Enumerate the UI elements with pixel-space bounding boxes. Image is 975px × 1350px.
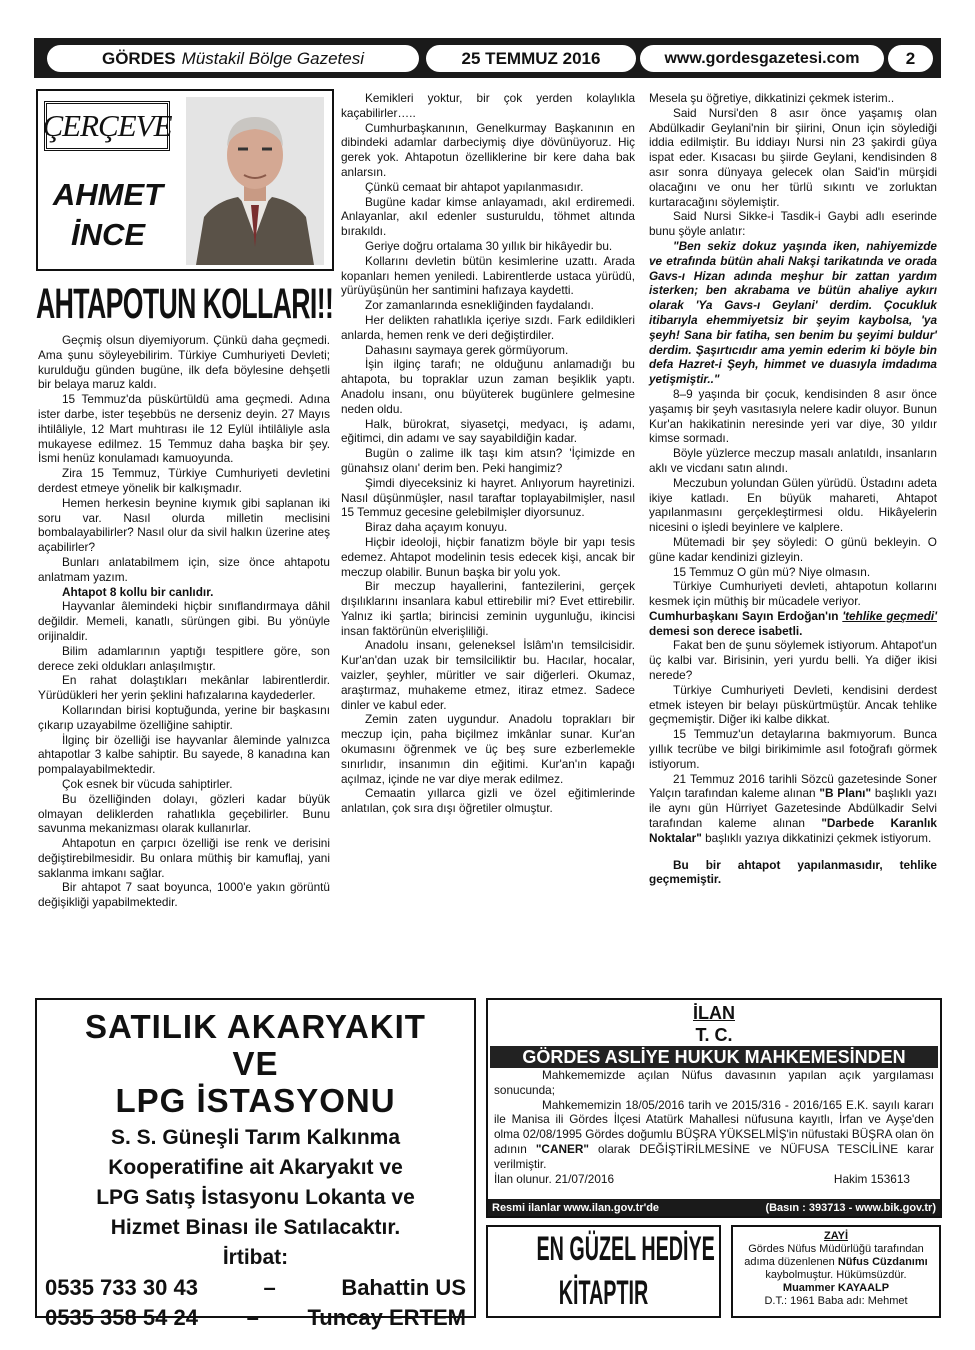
press-code: (Basın : 393713 - www.bik.gov.tr)	[765, 1201, 936, 1214]
notice-title: İLAN	[693, 1003, 735, 1023]
paragraph: Hiçbir ideoloji, hiçbir fanatizm böyle bir yapı tesis edemez. Ahtapot modelinin tesis edecek kişi, ancak bir meczup olabilir. Bunun başka bir yolu yok.	[341, 534, 635, 579]
brand-subtitle: Müstakil Bölge Gazetesi	[181, 48, 365, 68]
notice-signature	[488, 1172, 940, 1186]
sale-advertisement	[35, 998, 476, 1330]
contact-name: Tuncay ERTEM	[307, 1305, 466, 1330]
paragraph: İlginç bir özelliği ise hayvanlar âleminde yalnızca ahtapotlar 3 kalbe sahiptir. Bu sayede, 8 kanadına kan pompalayabilmektedir.	[38, 732, 330, 777]
bold-text: demesi son derece isabetli.	[649, 623, 803, 638]
text: başlıklı yazı ile aynı gün Hürriyet Gazetesinde Abdülkadir Selvi tarafından kaleme alınan	[649, 786, 937, 831]
paragraph: Geriye doğru ortalama 30 yıllık bir hikâyedir bu.	[365, 238, 613, 253]
notice-paragraph: Mahkememizde açılan Nüfus davasının yapılan açık yargılaması sonucunda;	[494, 1068, 934, 1097]
paragraph: Zira 15 Temmuz, Türkiye Cumhuriyeti devletini derdest etmeye yönelik bir kalkışmadır.	[38, 466, 330, 495]
paragraph: Bugüne kadar kimse anlayamadı, akıl erdiremedi. Anlayanlar, akıl edenler susturuldu, töhmet altında bırakıldı.	[341, 194, 635, 239]
notice-title-wrap	[488, 1002, 940, 1024]
ad-title-line2: VE	[232, 1045, 279, 1082]
paragraph: Her delikten rahatlıkla içeriye sızdı. Fark edildikleri anlarda, hemen renk ve deri değiştirdiler.	[341, 312, 635, 342]
notice-paragraph	[494, 1098, 934, 1172]
paragraph: Bilim adamlarının yaptığı tespitlere göre, son derece zeki oldukları anlaşılmıştır.	[38, 643, 330, 673]
paragraph: Halk, bürokrat, siyasetçi, medyacı, iş adamı, eğitimci, din adamı ve say sayabildiğin kadar.	[341, 416, 635, 446]
paragraph: 15 Temmuz'un detaylarına bakmıyorum. Bunca yıllık tecrübe ve bilgi birikimimle asıl fotoğrafı görmek istiyorum.	[649, 727, 937, 771]
quote-block	[649, 239, 937, 387]
paragraph: Kollarından birisi koptuğunda, yerine bir başkasını çıkarıp uzayabilme özelliğine sahiptir.	[38, 702, 330, 732]
article-column-1	[38, 333, 330, 910]
newspaper-brand	[47, 45, 419, 72]
paragraph: 8–9 yaşında bir çocuk, kendisinden 8 asır önce yaşamış bir şeyh vasıtasıyla nelere kadir oluyor. Bunun Kur'an hakikatinin neresinde yeri var diye, 30 yıldır kimse sormadı.	[649, 386, 937, 446]
paragraph: Said Nursi Sikke-i Tasdik-i Gaybi adlı eserinde bunu şöyle anlatır:	[649, 209, 937, 239]
paragraph: Mütemadi bir şey söyledi: O günü bekleyin. O güne kadar kendinizi gizleyin.	[649, 534, 937, 564]
author-photo	[186, 97, 324, 265]
separator: –	[263, 1275, 276, 1300]
contact-row	[37, 1273, 474, 1303]
page-number: 2	[888, 45, 933, 72]
text: Gördes Nüfus Müdürlüğü tarafından adıma düzenlenen	[744, 1243, 924, 1268]
lost-notice-name: Muammer KAYAALP	[782, 1282, 890, 1294]
paragraph: Çok esnek bir vücuda sahiptirler.	[62, 776, 233, 791]
lost-notice	[731, 1225, 941, 1318]
separator: –	[246, 1305, 259, 1330]
official-ads-link[interactable]: Resmi ilanlar www.ilan.gov.tr'de	[492, 1201, 660, 1214]
notice-body	[488, 1068, 940, 1172]
court-notice	[486, 998, 942, 1218]
text: 21 Temmuz 2016 tarihli Sözcü gazetesinde Soner Yalçın tarafından kaleme alınan	[649, 771, 937, 801]
lost-notice-text	[733, 1243, 939, 1282]
paragraph-bold	[38, 585, 330, 600]
paragraph: Said Nursi'den 8 asır önce yaşamış olan Abdülkadir Geylani'nin bir şiirini, Onun için söylediği iddia edilmiştir. Bu iddiayı Nursi nin 23 şakirdi güya ispat eder. Kısacası bu şiirde Geylani, kendisinden 8 asır sonra dünyaya gelecek olan Said'in mürşidi olacağını ve onu her türlü sıkıntı ve zorluktan kurtaracağını söylemiştir.	[649, 105, 937, 209]
bold-text: "CANER"	[535, 1141, 589, 1156]
text: kaybolmuştur. Hükümsüzdür.	[765, 1269, 907, 1281]
notice-footer	[488, 1199, 940, 1216]
paragraph: Biraz daha açayım konuyu.	[365, 520, 508, 535]
notice-tc: T. C.	[695, 1025, 733, 1045]
paragraph: Bunları anlatabilmem için, size önce ahtapotu anlatmam yazım.	[38, 554, 330, 584]
author-name	[42, 175, 174, 255]
quote-text: "Ben sekiz dokuz yaşında iken, nahiyemizde ve etrafında bütün ahali Nakşi tarikatında ve orada Gavs-ı Hizan adında meşhur bir zattan yardım isterken; ben akrabama ve bütün ahaliye aykırı olarak 'Ya Gavs-ı Geylani' derdim. Çocukluk itibarıyla ehemmiyetsiz bir şeyim kaybolsa, 'ya şeyh! Sana bir fatiha, sen benim bu şeyimi buldur' derdim. Şaşırtıcıdır ama yemin ederim ki böyle bin defa Hazret-i Şeyh, himmet ve duasıyla imdadıma yetişmiştir.."	[649, 238, 937, 387]
paragraph: 15 Temmuz'da püskürtüldü ama geçmedi. Adına ister darbe, ister teşebbüs ne derseniz deyin. 27 Mayıs ihtilâliyle, 12 Mart muhtırası ile 12 Eylül ihtilâliyle asla mukayese edilmez. 15 Temmuz daha başka bir şey. İsmi henüz konulamadı kamuoyunda.	[38, 392, 330, 466]
bold-text: Nüfus Cüzdanımı	[837, 1256, 928, 1268]
issue-date: 25 TEMMUZ 2016	[426, 45, 636, 72]
phone-number: 0535 733 30 43	[45, 1275, 198, 1300]
paragraph: İşin ilginç tarafı; ne olduğunu anlamadığı bu ahtapota, bu topraklar uzun zaman beşiklik yaptı. Anadolu insanı, onu büyüterek bugünlere gelmesine neden oldu.	[341, 357, 635, 416]
paragraph: Bir meczup hayallerini, fantezilerini, gerçek dışılıklarını insanlara kabul ettirebilir mi? Evet ettirebilir. Yalnız iki şartla; birincisi zeminin uygunluğu, ikincisi insan faktörünün elverişliliği.	[341, 579, 635, 638]
ad-contact-label: İrtibat:	[222, 1246, 289, 1269]
brand-name: GÖRDES	[101, 48, 176, 68]
lost-notice-info: D.T.: 1961 Baba adı: Mehmet	[764, 1295, 908, 1307]
contact-name: Bahattin US	[341, 1275, 466, 1300]
paragraph: Fakat ben de şunu söylemek istiyorum. Ahtapot'un üç kalbi var. Birisinin, yeri yurdu belli. Ya diğer ikisi nerede?	[649, 638, 937, 683]
paragraph: Zor zamanlarında esnekliğinden faydalandı.	[365, 298, 594, 313]
bold-text: "Darbede Karanlık Noktalar"	[649, 816, 937, 845]
author-last-name: İNCE	[70, 217, 146, 252]
paragraph: Geçmiş olsun diyemiyorum. Çünkü daha geçmedi. Ama şunu söyleyebilirim. Türkiye Cumhuriyeti Devleti; kurulduğu günden bugüne, ilk defa böylesine dehşetli bir belaya maruz kaldı.	[38, 333, 330, 392]
paragraph: Mesela şu öğretiye, dikkatinizi çekmek isterim..	[649, 91, 895, 105]
article-column-2	[341, 91, 635, 816]
ad-title-line1: SATILIK AKARYAKIT	[85, 1008, 426, 1045]
author-portrait-icon	[186, 97, 324, 265]
paragraph: Ahtapotun en çarpıcı özelliği ise renk ve derisini değiştirebilmesidir. Bu onlara müthiş bir kamuflaj, yani saklanma imkanı sağlar.	[38, 836, 330, 880]
notice-date: İlan olunur. 21/07/2016	[494, 1171, 615, 1186]
paragraph: Kollarını devletin bütün kesimlerine uzattı. Arada kopanları hemen yeniledi. Labirentlerde ustaca yürüdü, yürüyüşünün her santimini hafızaya kaydetti.	[341, 253, 635, 298]
text: Mahkememizin 18/05/2016 tarih ve 2015/316 - 2016/165 E.K. sayılı kararı ile Manisa ili Gördes İlçesi Atatürk Mahallesi nüfusuna kayıtlı, İrfan ve Ayşe'den olma 02/08/1995 Gördes doğumlu BÜŞRA YÜKSELMİŞ'in nüfustaki BÜŞRA olan ön adının	[494, 1097, 934, 1156]
paragraph: Anadolu insanı, geleneksel İslâm'ın temsilcisidir. Kur'an'dan uzak bir temsilciliktir bu. Hacılar, hocalar, vaizler, şeyhler, müritler ve sair diğerleri. Okumaz, araştırmaz, muhakeme etmez, itiraz etmez. Sadece dinler ve kabul eder.	[341, 638, 635, 712]
text: başlıklı yazıya dikkatinizi çekmek istiyorum.	[705, 830, 932, 845]
ad-desc: Kooperatifine ait Akaryakıt ve	[108, 1156, 403, 1179]
text: olarak DEĞİŞTİRİLMESİNE ve NÜFUSA TESCİLİNE karar verilmiştir.	[494, 1141, 934, 1171]
website-link[interactable]: www.gordesgazetesi.com	[640, 45, 884, 72]
paragraph: Bugün o zalime ilk taşı kim atsın? 'İçimizde en günahsız olanı' derim ben. Peki hangimiz?	[341, 446, 635, 475]
closing-paragraph	[649, 858, 937, 888]
bold-text: Ahtapot 8 kollu bir canlıdır.	[62, 584, 214, 599]
article-headline: AHTAPOTUN KOLLARI!!	[36, 280, 334, 328]
lost-notice-title: ZAYİ	[823, 1230, 849, 1242]
closing-text: Bu bir ahtapot yapılanmasıdır, tehlike geçmemiştir.	[649, 857, 937, 887]
underlined-quote: 'tehlike geçmedi'	[842, 608, 938, 623]
paragraph	[649, 772, 937, 846]
article-column-3	[649, 91, 937, 887]
paragraph: Bir ahtapot 7 saat boyunca, 1000'e yakın görüntü değişikliği yapabilmektedir.	[38, 880, 330, 910]
paragraph: En rahat dolaştıkları mekânlar labirentlerdir. Yürüdükleri her yerin şeklini hafızalarına kaydederler.	[38, 673, 330, 703]
gift-ad-line1: EN GÜZEL HEDİYE	[536, 1230, 715, 1268]
column-label: ÇERÇEVE	[44, 101, 170, 151]
paragraph: Meczubun yolundan Gülen yürüdü. Üstadını adeta ikiye katladı. En büyük mahareti, Ahtapot yapılanmasını gerçekleştirmesi oldu. Hikâyelerin nicesini o işledi beyinlere ve kalplere.	[649, 475, 937, 535]
paragraph: Hayvanlar âlemindeki hiçbir sınıflandırmaya dâhil değildir. Memeli, kanatlı, sürüngen gibi. Bu yönüyle orijinaldir.	[38, 599, 330, 643]
paragraph: Kemikleri yoktur, bir çok yerden kolaylıkla kaçabilirler…..	[341, 91, 635, 120]
bold-text: Cumhurbaşkanı Sayın Erdoğan'ın	[649, 608, 839, 623]
paragraph: Hemen herkesin beynine kıymık gibi saplanan iki soru var. Nasıl olurda milletin meclisini bombalayabilirler? Nasıl olur da sivil halkın üzerine ateş açabilirler?	[38, 495, 330, 555]
paragraph: Böyle yüzlerce meczup masalı anlatıldı, insanların aklı ve vicdanı satın alındı.	[649, 446, 937, 475]
contact-row	[37, 1303, 474, 1333]
author-first-name: AHMET	[52, 177, 164, 212]
paragraph: 15 Temmuz O gün mü? Niye olmasın.	[673, 564, 871, 579]
paragraph: Cumhurbaşkanının, Genelkurmay Başkanının en dibindeki adamlar darbeciymiş diye dövünüyoruz. Hiç gerek yok. Ahtapotun özelliklerine bir kere daha bak anlarsın.	[341, 120, 635, 179]
paragraph: Şimdi diyeceksiniz ki hayret. Anlıyorum hayretinizi. Nasıl düşünmüşler, nasıl taraftar toplayabilmişler, nasıl 15 Temmuz gecesine gelebilmişler diyorsunuz.	[341, 475, 635, 520]
paragraph	[649, 609, 937, 639]
paragraph: Zemin zaten uygundur. Anadolu toprakları bir meczup için, paha biçilmez imkânlar sunar. Kur'an okumasını öğrenmek ve üç beş sure ezberlemekle sınırlıdır, insanımın din eğitimi. Kur'an'ın kapağı açılmaz, içinde ne var diye merak edilmez.	[341, 712, 635, 786]
court-name: GÖRDES ASLİYE HUKUK MAHKEMESİNDEN	[490, 1046, 938, 1068]
paragraph: Çünkü cemaat bir ahtapot yapılanmasıdır.	[365, 179, 584, 194]
paragraph: Türkiye Cumhuriyeti devleti, ahtapotun kollarını kesmek için müthiş bir mücadele veriyor.	[649, 579, 937, 609]
paragraph: Dahasını saymaya gerek görmüyorum.	[365, 342, 569, 357]
ad-desc: LPG Satış İstasyonu Lokanta ve	[96, 1186, 415, 1209]
phone-number: 0535 358 54 24	[45, 1305, 198, 1330]
paragraph: Bu özelliğinden dolayı, gözleri kadar büyük olmayan deliklerden rahatlıkla geçebilirler. Bunu savunma mekanizması olarak kullanırlar.	[38, 791, 330, 836]
ad-desc: Hizmet Binası ile Satılacaktır.	[110, 1216, 401, 1239]
page-header	[34, 38, 941, 78]
paragraph: Türkiye Cumhuriyeti Devleti, kendisini derdest etmek isteyen bir belayı püskürtmüştür. Ancak tehlike geçmemiştir. Diğer iki kalbe dikkat.	[649, 682, 937, 727]
judge-code: Hakim 153613	[833, 1171, 910, 1186]
author-box	[36, 89, 334, 271]
ad-desc: S. S. Güneşli Tarım Kalkınma	[110, 1126, 401, 1149]
gift-ad	[486, 1225, 721, 1318]
paragraph: Cemaatin yıllarca gizli ve özel eğitimlerinde anlatılan, çok sıra dışı öğretiler olmuştur.	[341, 786, 635, 816]
ad-title-line3: LPG İSTASYONU	[115, 1082, 396, 1119]
gift-ad-line2: KİTAPTIR	[558, 1274, 649, 1312]
bold-text: "B Planı"	[819, 786, 872, 801]
